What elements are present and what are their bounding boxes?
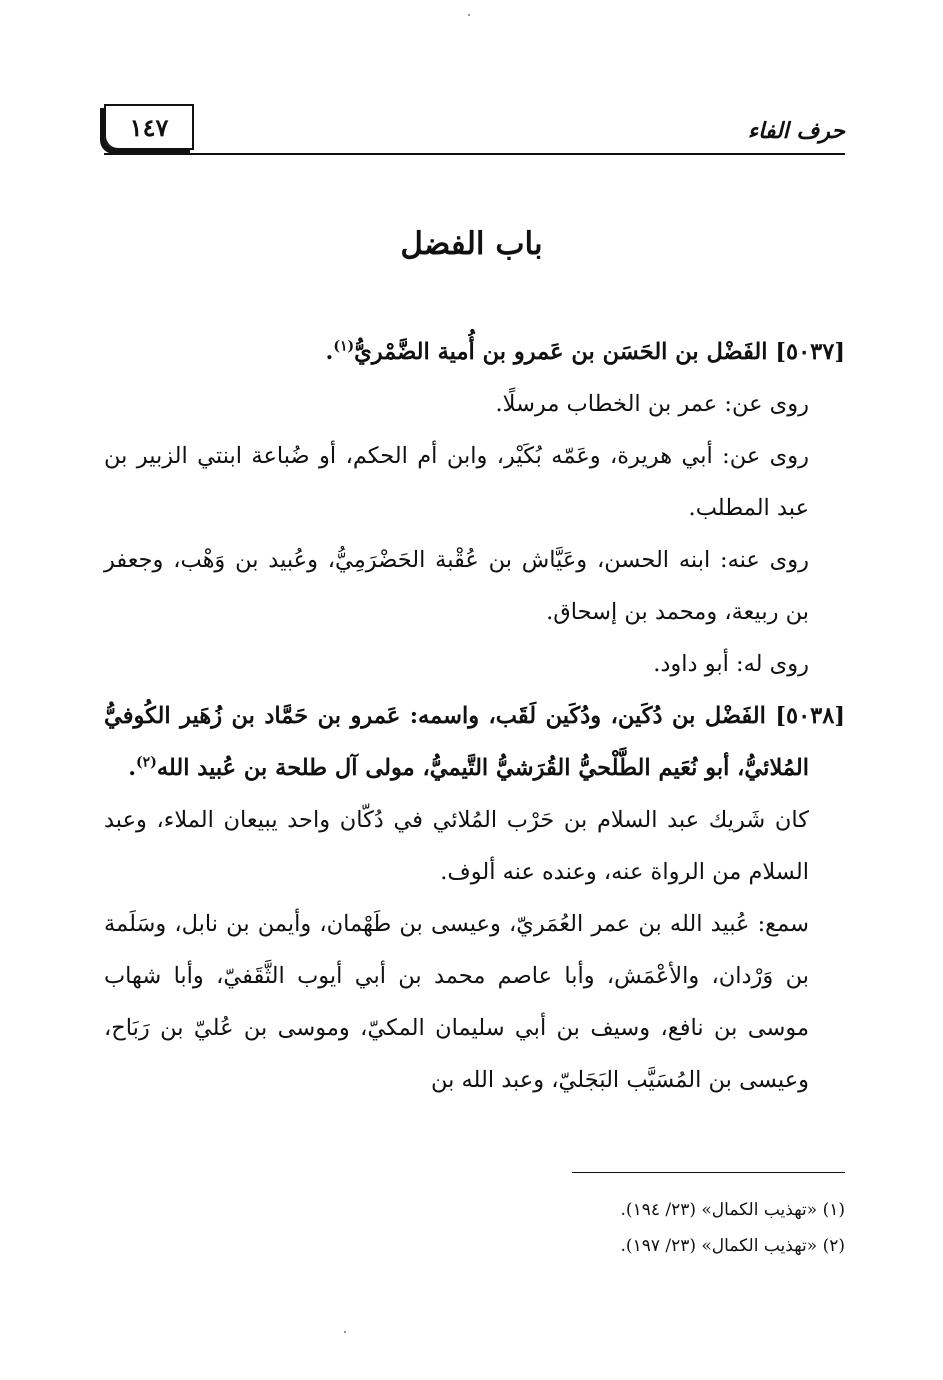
footnotes	[104, 1192, 845, 1264]
paragraph: روى عن: عمر بن الخطاب مرسلًا.	[495, 391, 809, 417]
header-rule	[104, 153, 845, 155]
page-number-box	[104, 104, 194, 150]
entry-heading	[104, 326, 845, 378]
footnote-marker: (٢)	[136, 754, 157, 771]
paragraph: روى له: أبو داود.	[653, 651, 809, 677]
running-header-title: حرف الفاء	[747, 118, 845, 144]
paragraph: كان شَريك عبد السلام بن حَرْب المُلائي في دُكّان واحد يبيعان الملاء، وعبد السلام من الرواة عنه، وعنده عنه ألوف.	[104, 807, 809, 885]
paragraph: روى عنه: ابنه الحسن، وعَيَّاش بن عُقْبة الحَضْرَمِيُّ، وعُبيد بن وَهْب، وجعفر بن ربيعة، ومحمد بن إسحاق.	[104, 547, 809, 625]
footnote-rule	[572, 1172, 845, 1173]
entry-heading	[104, 690, 845, 794]
paragraph: روى عن: أبي هريرة، وعَمّه بُكَيْر، وابن أم الحكم، أو ضُباعة ابنتي الزبير بن عبد المطلب.	[104, 443, 809, 521]
scan-speck	[468, 14, 470, 16]
page-number: ١٤٧	[129, 112, 169, 142]
chapter-title: باب الفضل	[400, 226, 543, 262]
footnote: (١) «تهذيب الكمال» (٢٣/ ١٩٤).	[620, 1200, 845, 1220]
footnote: (٢) «تهذيب الكمال» (٢٣/ ١٩٧).	[620, 1236, 845, 1256]
paragraph: سمع: عُبيد الله بن عمر العُمَريّ، وعيسى بن طَهْمان، وأيمن بن نابل، وسَلَمة بن وَرْدان، والأعْمَش، وأبا عاصم محمد بن أبي أيوب الثَّقَفيّ، وأبا شهاب موسى بن نافع، وسيف بن أبي سليمان المكيّ، وموسى بن عُليّ بن رَبَاح، وعيسى بن المُسَيَّب البَجَليّ، وعبد الله بن	[104, 911, 809, 1093]
entry-heading-end: .	[325, 339, 334, 365]
entry-heading-text: [٥٠٣٨] الفَضْل بن دُكَين، ودُكَين لَقَب، واسمه: عَمرو بن حَمَّاد بن زُهَير الكُوفيُّ المُلائيُّ، أبو نُعَيم الطَّلْحيُّ القُرَشيُّ التَّيميُّ، مولى آل طلحة بن عُبيد الله	[104, 703, 845, 781]
entry-heading-end: .	[128, 755, 137, 781]
scan-speck	[344, 1331, 346, 1333]
footnote-marker: (١)	[333, 338, 355, 355]
entry-heading-text: [٥٠٣٧] الفَضْل بن الحَسَن بن عَمرو بن أُمية الضَّمْريُّ	[354, 339, 845, 365]
main-text	[104, 326, 845, 1106]
